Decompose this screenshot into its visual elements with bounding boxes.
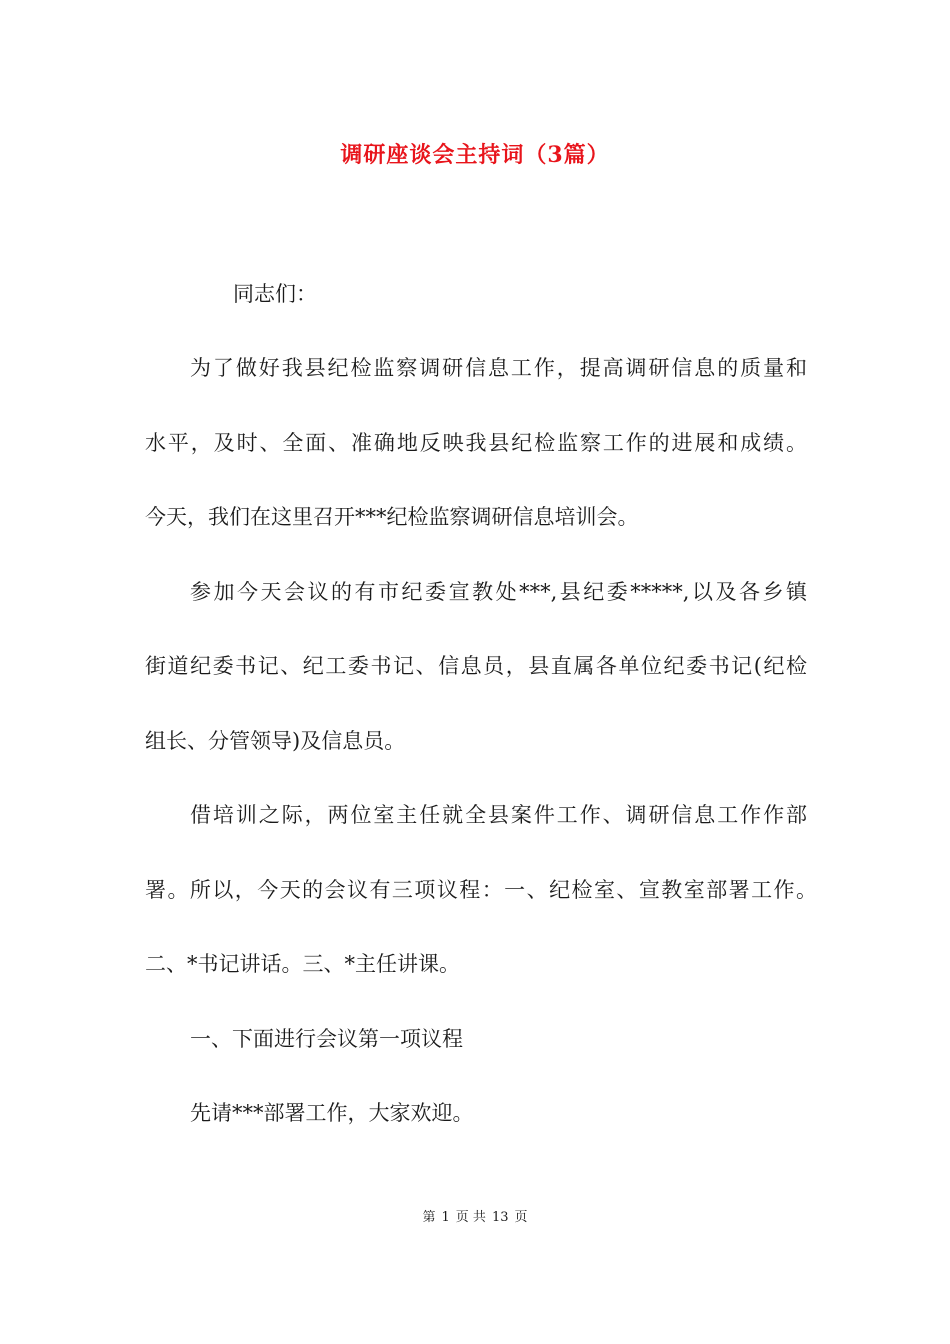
paragraph-1-line-3: 今天，我们在这里召开***纪检监察调研信息培训会。 [145,505,639,529]
document-title: 调研座谈会主持词（3篇） [340,142,610,168]
paragraph-2-line-3: 组长、分管领导)及信息员。 [145,729,406,753]
paragraph-1-line-1: 为了做好我县纪检监察调研信息工作，提高调研信息的质量和 [190,356,807,380]
salutation-line: 同志们： [233,282,317,306]
paragraph-3-line-2: 署。所以，今天的会议有三项议程：一、纪检室、宣教室部署工作。 [145,878,817,902]
footer-middle: 页 共 [455,1210,486,1225]
paragraph-2-line-1: 参加今天会议的有市纪委宣教处***,县纪委*****,以及各乡镇 [190,580,807,604]
agenda-item-1-detail: 先请***部署工作，大家欢迎。 [190,1101,474,1125]
paragraph-3-line-3: 二、*书记讲话。三、*主任讲课。 [145,952,460,976]
paragraph-2-line-2: 街道纪委书记、纪工委书记、信息员，县直属各单位纪委书记(纪检 [145,654,807,678]
page-footer [0,1208,950,1228]
footer-suffix: 页 [514,1210,528,1225]
paragraph-3-line-1: 借培训之际，两位室主任就全县案件工作、调研信息工作作部 [190,803,807,827]
agenda-item-1: 一、下面进行会议第一项议程 [190,1027,463,1051]
footer-prefix: 第 [422,1210,436,1225]
footer-total-pages: 13 [491,1210,509,1225]
footer-page-number: 1 [441,1210,450,1225]
paragraph-1-line-2: 水平，及时、全面、准确地反映我县纪检监察工作的进展和成绩。 [145,431,807,455]
